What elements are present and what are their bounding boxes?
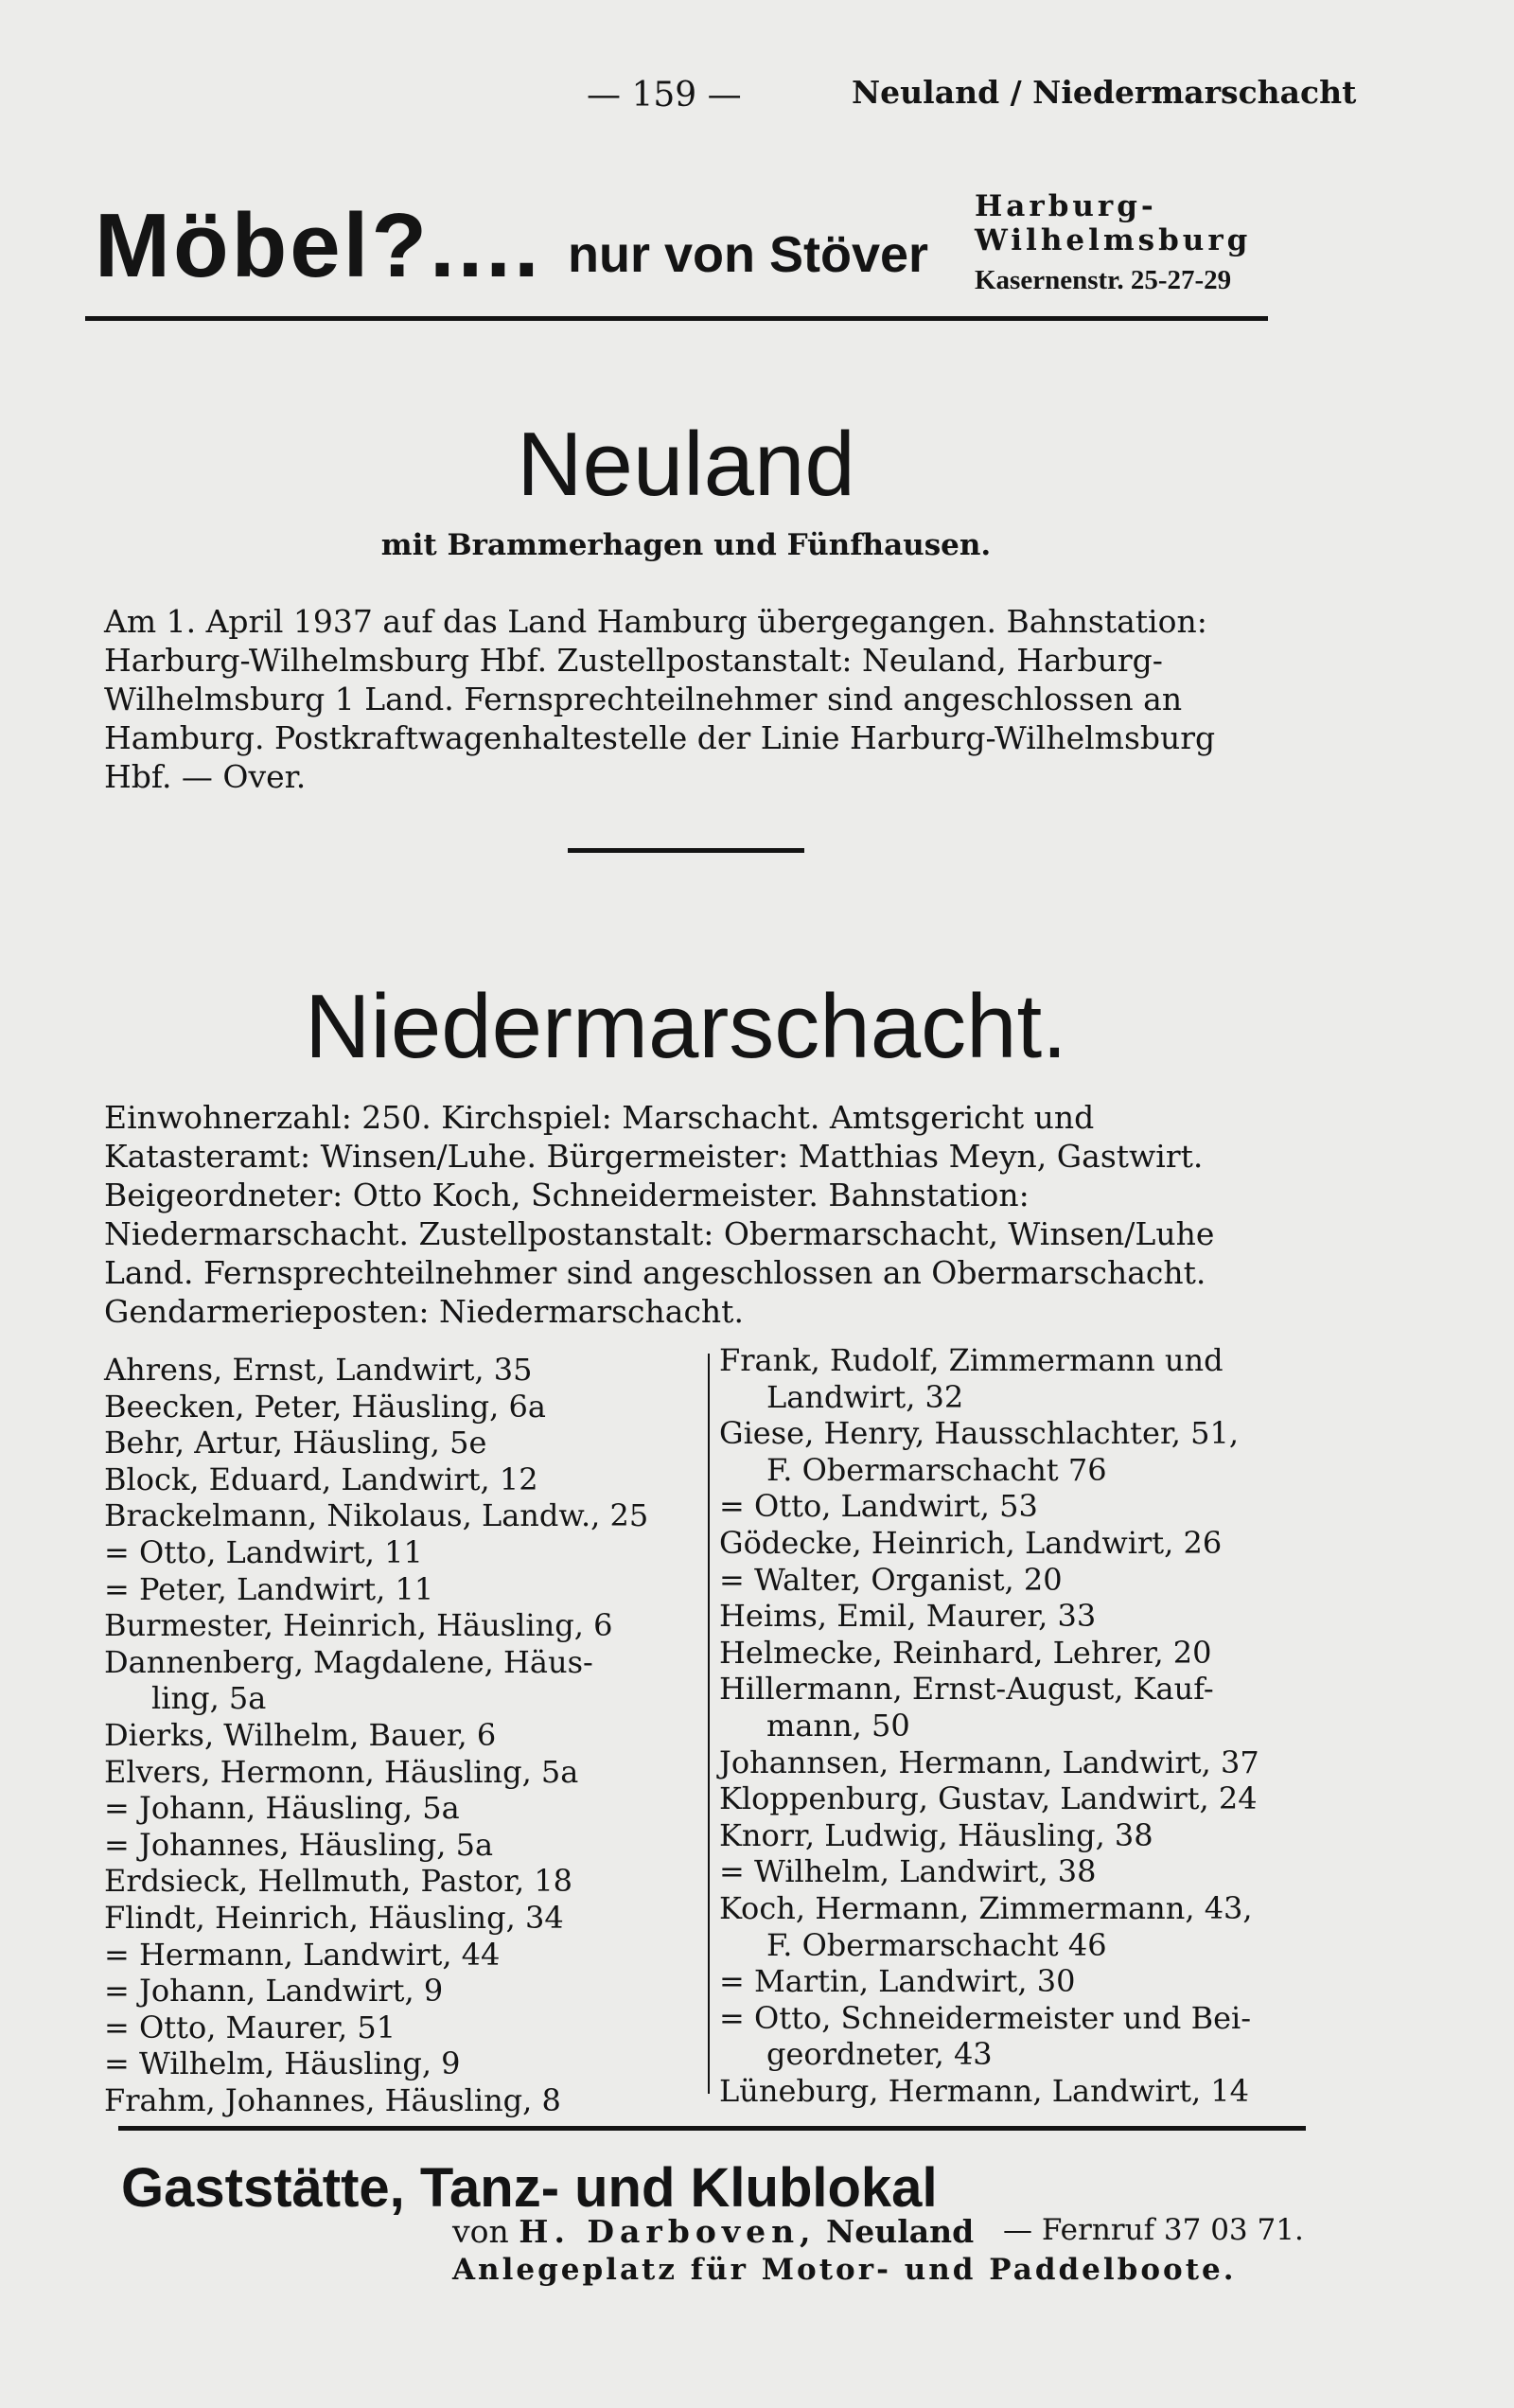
list-item: Kloppenburg, Gustav, Landwirt, 24 <box>719 1780 1258 1817</box>
list-item: F. Obermarschacht 46 <box>766 1926 1107 1963</box>
bottom-divider <box>118 2126 1306 2131</box>
ad-place: Neuland <box>826 2213 975 2250</box>
list-item: Giese, Henry, Hausschlachter, 51, <box>719 1415 1239 1452</box>
list-item: F. Obermarschacht 76 <box>766 1451 1107 1488</box>
list-item: Frahm, Johannes, Häusling, 8 <box>104 2081 561 2118</box>
list-item: mann, 50 <box>766 1707 910 1744</box>
list-item: = Johann, Häusling, 5a <box>104 1790 460 1827</box>
list-item: Knorr, Ludwig, Häusling, 38 <box>719 1816 1153 1853</box>
section-subtitle-neuland: mit Brammerhagen und Fünfhausen. <box>380 528 992 562</box>
list-item: Beecken, Peter, Häusling, 6a <box>104 1388 546 1425</box>
ad-by: von <box>452 2213 509 2250</box>
ad-owner: H. Darboven, <box>519 2213 817 2250</box>
list-item: Gödecke, Heinrich, Landwirt, 26 <box>719 1524 1223 1561</box>
list-item: Brackelmann, Nikolaus, Landw., 25 <box>104 1497 649 1534</box>
ad-tagline: nur von Stöver <box>568 226 929 283</box>
niedermarschacht-description: Einwohnerzahl: 250. Kirchspiel: Marschacht. Amtsgericht und Katasteramt: Winsen/Luhe. Bürgermeister: Matthias Meyn, Gastwirt. Beigeordneter: Otto Koch, Schneidermeister. Bahnstation: Niedermarschacht. Zustellpostanstalt: Obermarschacht, Winsen/Luhe Land. Fernsprechteilnehmer sind angeschlossen an Obermarschacht. Gendarmerieposten: Niedermarschacht. <box>104 1099 1215 1330</box>
list-item: Dannenberg, Magdalene, Häus- <box>104 1643 593 1680</box>
section-title-neuland: Neuland <box>517 414 855 515</box>
ad-title: Gaststätte, Tanz- und Klublokal <box>121 2157 938 2219</box>
list-item: Erdsieck, Hellmuth, Pastor, 18 <box>104 1863 573 1900</box>
list-item: = Otto, Landwirt, 53 <box>719 1488 1038 1525</box>
list-item: = Johannes, Häusling, 5a <box>104 1826 494 1863</box>
list-item: Lüneburg, Hermann, Landwirt, 14 <box>719 2072 1250 2109</box>
list-item: ling, 5a <box>151 1680 267 1717</box>
ad-address: Kasernenstr. 25-27-29 <box>975 265 1232 295</box>
running-title: Neuland / Niedermarschacht <box>852 74 1357 111</box>
list-item: Ahrens, Ernst, Landwirt, 35 <box>104 1352 533 1388</box>
list-item: Koch, Hermann, Zimmermann, 43, <box>719 1889 1253 1926</box>
list-item: = Otto, Landwirt, 11 <box>104 1533 423 1570</box>
top-divider <box>85 316 1268 321</box>
ad-landing-line: Anlegeplatz für Motor- und Paddelboote. <box>452 2253 1237 2287</box>
residents-right-column <box>719 1342 1306 2109</box>
section-divider <box>568 848 804 853</box>
ad-owner-line <box>452 2213 974 2250</box>
list-item: Burmester, Heinrich, Häusling, 6 <box>104 1607 613 1644</box>
list-item: = Otto, Schneidermeister und Bei- <box>719 1999 1252 2036</box>
ad-place-line2: Wilhelmsburg <box>975 223 1252 257</box>
section-title-niedermarschacht: Niedermarschacht. <box>305 976 1067 1077</box>
list-item: Dierks, Wilhelm, Bauer, 6 <box>104 1716 497 1753</box>
list-item: Block, Eduard, Landwirt, 12 <box>104 1461 538 1497</box>
list-item: = Otto, Maurer, 51 <box>104 2009 396 2045</box>
list-item: Johannsen, Hermann, Landwirt, 37 <box>719 1744 1259 1780</box>
list-item: Hillermann, Ernst-August, Kauf- <box>719 1671 1214 1708</box>
neuland-description: Am 1. April 1937 auf das Land Hamburg übergegangen. Bahnstation: Harburg-Wilhelmsburg Hbf. Zustellpostanstalt: Neuland, Harburg-Wilhelmsburg 1 Land. Fernsprechteilnehmer sind angeschlossen an Hamburg. Postkraftwagenhaltestelle der Linie Harburg-Wilhelmsburg Hbf. — Over. <box>104 603 1216 795</box>
list-item: = Wilhelm, Häusling, 9 <box>104 2045 461 2082</box>
list-item: Heims, Emil, Maurer, 33 <box>719 1598 1097 1635</box>
list-item: = Hermann, Landwirt, 44 <box>104 1936 501 1973</box>
list-item: = Walter, Organist, 20 <box>719 1561 1063 1598</box>
ad-place-line1: Harburg- <box>975 189 1157 223</box>
list-item: = Wilhelm, Landwirt, 38 <box>719 1853 1097 1890</box>
list-item: Frank, Rudolf, Zimmermann und <box>719 1342 1224 1378</box>
column-divider <box>708 1354 710 2094</box>
list-item: geordneter, 43 <box>766 2036 993 2073</box>
list-item: = Martin, Landwirt, 30 <box>719 1963 1076 2000</box>
residents-left-column <box>104 1352 681 2118</box>
list-item: Behr, Artur, Häusling, 5e <box>104 1425 487 1461</box>
ad-phone: — Fernruf 37 03 71. <box>1003 2213 1304 2247</box>
list-item: Helmecke, Reinhard, Lehrer, 20 <box>719 1634 1212 1671</box>
list-item: = Johann, Landwirt, 9 <box>104 1973 444 2010</box>
list-item: = Peter, Landwirt, 11 <box>104 1570 434 1607</box>
list-item: Landwirt, 32 <box>766 1378 964 1415</box>
list-item: Flindt, Heinrich, Häusling, 34 <box>104 1899 564 1936</box>
ad-headline: Möbel?.... <box>95 195 542 296</box>
page-number: — 159 — <box>587 76 742 115</box>
list-item: Elvers, Hermonn, Häusling, 5a <box>104 1753 579 1790</box>
